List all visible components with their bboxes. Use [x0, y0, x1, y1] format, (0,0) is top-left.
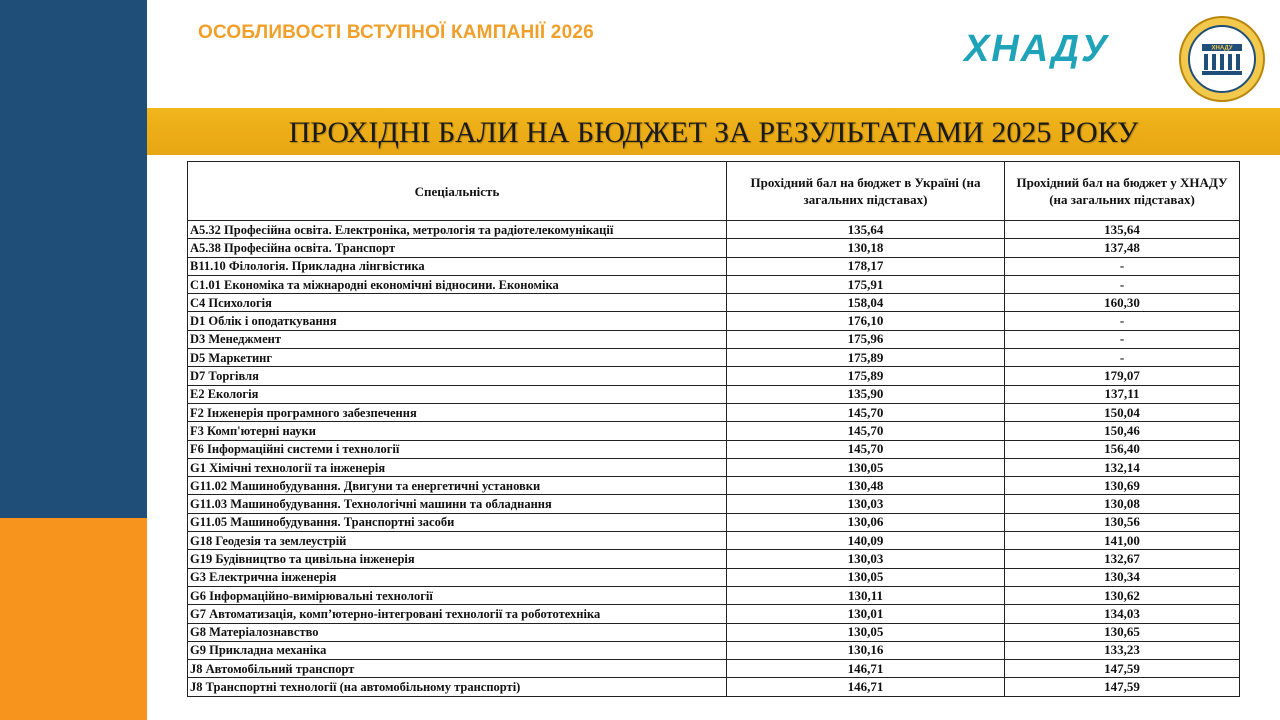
ukraine-score-cell: 130,06 — [727, 513, 1005, 531]
table-row — [188, 605, 1240, 623]
banner-title: ПРОХІДНІ БАЛИ НА БЮДЖЕТ ЗА РЕЗУЛЬТАТАМИ 2025 РОКУ — [288, 116, 1139, 149]
table-row — [188, 385, 1240, 403]
khnadu-score-cell: - — [1005, 330, 1240, 348]
khnadu-score-cell: 130,34 — [1005, 568, 1240, 586]
table-row — [188, 367, 1240, 385]
khnadu-score-cell: - — [1005, 275, 1240, 293]
khnadu-score-cell: 150,04 — [1005, 403, 1240, 421]
ukraine-score-cell: 175,96 — [727, 330, 1005, 348]
khnadu-score-cell: 156,40 — [1005, 440, 1240, 458]
khnadu-score-cell: 179,07 — [1005, 367, 1240, 385]
column-header-specialty: Спеціальність — [188, 162, 727, 221]
khnadu-score-cell: 135,64 — [1005, 221, 1240, 239]
khnadu-score-cell: 141,00 — [1005, 532, 1240, 550]
specialty-cell: G11.02 Машинобудування. Двигуни та енергетичні установки — [188, 477, 727, 495]
khnadu-score-cell: 130,62 — [1005, 586, 1240, 604]
table-row — [188, 513, 1240, 531]
khnadu-score-cell: 147,59 — [1005, 678, 1240, 696]
specialty-cell: G11.03 Машинобудування. Технологічні машини та обладнання — [188, 495, 727, 513]
specialty-cell: G11.05 Машинобудування. Транспортні засоби — [188, 513, 727, 531]
khnadu-score-cell: 137,11 — [1005, 385, 1240, 403]
khnadu-score-cell: 130,08 — [1005, 495, 1240, 513]
table-row — [188, 349, 1240, 367]
ukraine-score-cell: 130,05 — [727, 568, 1005, 586]
ukraine-score-cell: 175,89 — [727, 367, 1005, 385]
specialty-cell: F2 Інженерія програмного забезпечення — [188, 403, 727, 421]
ukraine-score-cell: 130,18 — [727, 239, 1005, 257]
khnadu-score-cell: 150,46 — [1005, 422, 1240, 440]
column-header-khnadu-score: Прохідний бал на бюджет у ХНАДУ (на загальних підставах) — [1005, 162, 1240, 221]
left-blue-bar — [0, 0, 147, 518]
specialty-cell: C4 Психологія — [188, 294, 727, 312]
specialty-cell: G7 Автоматизація, комп’ютерно-інтегровані технології та робототехніка — [188, 605, 727, 623]
khnadu-score-cell: 133,23 — [1005, 641, 1240, 659]
specialty-cell: G19 Будівництво та цивільна інженерія — [188, 550, 727, 568]
table-row — [188, 532, 1240, 550]
ukraine-score-cell: 130,03 — [727, 495, 1005, 513]
ukraine-score-cell: 135,90 — [727, 385, 1005, 403]
table-row — [188, 568, 1240, 586]
svg-text:ХНАДУ: ХНАДУ — [1211, 45, 1233, 52]
table-row — [188, 294, 1240, 312]
specialty-cell: A5.38 Професійна освіта. Транспорт — [188, 239, 727, 257]
specialty-cell: J8 Автомобільний транспорт — [188, 660, 727, 678]
specialty-cell: A5.32 Професійна освіта. Електроніка, метрологія та радіотелекомунікації — [188, 221, 727, 239]
ukraine-score-cell: 145,70 — [727, 403, 1005, 421]
table-row — [188, 495, 1240, 513]
ukraine-score-cell: 158,04 — [727, 294, 1005, 312]
ukraine-score-cell: 146,71 — [727, 678, 1005, 696]
specialty-cell: F6 Інформаційні системи і технології — [188, 440, 727, 458]
specialty-cell: G6 Інформаційно-вимірювальні технології — [188, 586, 727, 604]
ukraine-score-cell: 175,89 — [727, 349, 1005, 367]
specialty-cell: D3 Менеджмент — [188, 330, 727, 348]
ukraine-score-cell: 130,48 — [727, 477, 1005, 495]
khnadu-score-cell: 160,30 — [1005, 294, 1240, 312]
table-row — [188, 422, 1240, 440]
khnadu-score-cell: - — [1005, 312, 1240, 330]
specialty-cell: D7 Торгівля — [188, 367, 727, 385]
specialty-cell: D5 Маркетинг — [188, 349, 727, 367]
university-emblem-icon — [1172, 14, 1272, 104]
ukraine-score-cell: 175,91 — [727, 275, 1005, 293]
khnadu-score-cell: - — [1005, 257, 1240, 275]
slide-kicker: ОСОБЛИВОСТІ ВСТУПНОЇ КАМПАНІЇ 2026 — [198, 22, 594, 43]
ukraine-score-cell: 130,05 — [727, 458, 1005, 476]
ukraine-score-cell: 130,03 — [727, 550, 1005, 568]
table-row — [188, 440, 1240, 458]
table-row — [188, 330, 1240, 348]
ukraine-score-cell: 135,64 — [727, 221, 1005, 239]
table-row — [188, 221, 1240, 239]
ukraine-score-cell: 130,11 — [727, 586, 1005, 604]
table-row — [188, 275, 1240, 293]
scores-table — [187, 161, 1240, 697]
specialty-cell: B11.10 Філологія. Прикладна лінгвістика — [188, 257, 727, 275]
khnadu-score-cell: 147,59 — [1005, 660, 1240, 678]
table-row — [188, 477, 1240, 495]
khnadu-score-cell: - — [1005, 349, 1240, 367]
university-logo-text: ХНАДУ — [964, 28, 1109, 70]
column-header-ukraine-score: Прохідний бал на бюджет в Україні (на загальних підставах) — [727, 162, 1005, 221]
ukraine-score-cell: 140,09 — [727, 532, 1005, 550]
table-row — [188, 312, 1240, 330]
left-orange-bar — [0, 518, 147, 720]
khnadu-score-cell: 130,69 — [1005, 477, 1240, 495]
table-row — [188, 403, 1240, 421]
ukraine-score-cell: 146,71 — [727, 660, 1005, 678]
specialty-cell: F3 Комп'ютерні науки — [188, 422, 727, 440]
specialty-cell: E2 Екологія — [188, 385, 727, 403]
khnadu-score-cell: 132,14 — [1005, 458, 1240, 476]
specialty-cell: G18 Геодезія та землеустрій — [188, 532, 727, 550]
table-row — [188, 550, 1240, 568]
table-body — [188, 221, 1240, 697]
table-row — [188, 458, 1240, 476]
ukraine-score-cell: 130,05 — [727, 623, 1005, 641]
table-header-row — [188, 162, 1240, 221]
ukraine-score-cell: 145,70 — [727, 440, 1005, 458]
table-row — [188, 660, 1240, 678]
khnadu-score-cell: 130,65 — [1005, 623, 1240, 641]
khnadu-score-cell: 137,48 — [1005, 239, 1240, 257]
ukraine-score-cell: 130,16 — [727, 641, 1005, 659]
specialty-cell: J8 Транспортні технології (на автомобільному транспорті) — [188, 678, 727, 696]
ukraine-score-cell: 178,17 — [727, 257, 1005, 275]
table-row — [188, 239, 1240, 257]
ukraine-score-cell: 176,10 — [727, 312, 1005, 330]
ukraine-score-cell: 130,01 — [727, 605, 1005, 623]
table-row — [188, 678, 1240, 696]
title-banner — [147, 108, 1280, 155]
khnadu-score-cell: 132,67 — [1005, 550, 1240, 568]
khnadu-score-cell: 130,56 — [1005, 513, 1240, 531]
ukraine-score-cell: 145,70 — [727, 422, 1005, 440]
specialty-cell: G1 Хімічні технології та інженерія — [188, 458, 727, 476]
table-row — [188, 641, 1240, 659]
specialty-cell: G8 Матеріалознавство — [188, 623, 727, 641]
table-row — [188, 623, 1240, 641]
specialty-cell: G9 Прикладна механіка — [188, 641, 727, 659]
table-row — [188, 586, 1240, 604]
specialty-cell: C1.01 Економіка та міжнародні економічні відносини. Економіка — [188, 275, 727, 293]
khnadu-score-cell: 134,03 — [1005, 605, 1240, 623]
specialty-cell: D1 Облік і оподаткування — [188, 312, 727, 330]
specialty-cell: G3 Електрична інженерія — [188, 568, 727, 586]
table-row — [188, 257, 1240, 275]
